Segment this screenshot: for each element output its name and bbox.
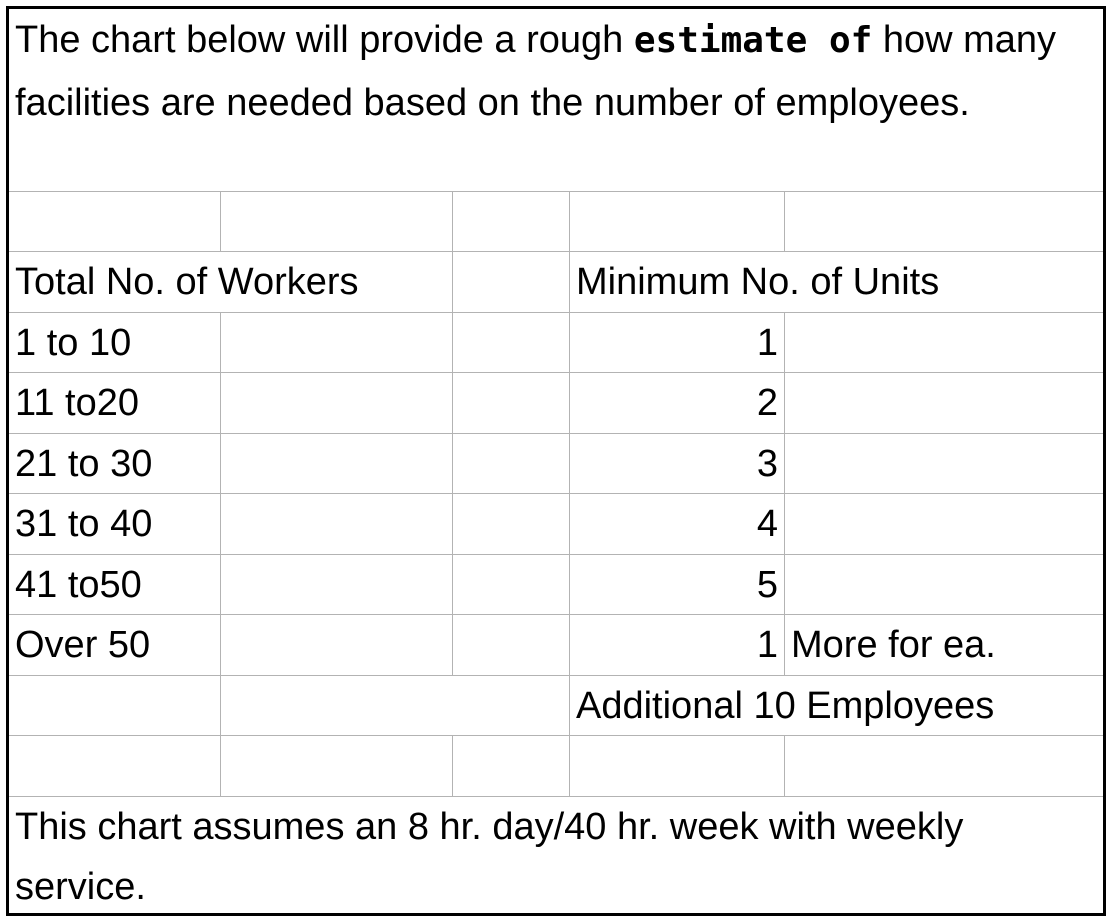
header-workers: Total No. of Workers: [9, 252, 453, 313]
units-value: 2: [570, 373, 785, 434]
workers-range: Over 50: [9, 615, 221, 676]
blank-cell: [453, 252, 570, 313]
blank-cell: [453, 373, 570, 434]
blank-cell: [221, 192, 453, 252]
units-value: 3: [570, 434, 785, 494]
facilities-estimate-sheet: [6, 6, 1106, 916]
blank-cell: [221, 313, 453, 373]
units-note: More for ea.: [785, 615, 1103, 676]
workers-range: 11 to20: [9, 373, 221, 434]
units-note: [785, 494, 1103, 555]
blank-cell: [221, 434, 453, 494]
blank-cell: [221, 555, 453, 615]
blank-cell: [785, 736, 1103, 797]
workers-range: 41 to50: [9, 555, 221, 615]
blank-cell: [453, 615, 570, 676]
blank-cell: [453, 736, 570, 797]
intro-text-after: how many facilities are needed based on the number of employees.: [15, 19, 1057, 124]
intro-emphasis: estimate of: [633, 20, 873, 61]
header-units: Minimum No. of Units: [570, 252, 1103, 313]
intro-text-before: The chart below will provide a rough: [15, 19, 634, 61]
workers-range: 21 to 30: [9, 434, 221, 494]
blank-cell: [570, 736, 785, 797]
intro-paragraph: [9, 9, 1103, 192]
blank-cell: [453, 494, 570, 555]
blank-cell: [453, 434, 570, 494]
workers-range: 1 to 10: [9, 313, 221, 373]
units-value: 1: [570, 313, 785, 373]
blank-cell: [221, 615, 453, 676]
units-value: 4: [570, 494, 785, 555]
blank-cell: [785, 192, 1103, 252]
footer-note: This chart assumes an 8 hr. day/40 hr. week with weekly service.: [15, 806, 964, 908]
units-value: 1: [570, 615, 785, 676]
blank-cell: [221, 373, 453, 434]
units-note: [785, 434, 1103, 494]
units-note: [785, 555, 1103, 615]
additional-employees-note: Additional 10 Employees: [570, 676, 1103, 736]
blank-cell: [9, 676, 221, 736]
blank-cell: [9, 736, 221, 797]
blank-cell: [453, 192, 570, 252]
blank-cell: [453, 313, 570, 373]
blank-cell: [570, 192, 785, 252]
blank-cell: [221, 736, 453, 797]
blank-cell: [453, 555, 570, 615]
units-note: [785, 313, 1103, 373]
blank-cell: [9, 192, 221, 252]
units-value: 5: [570, 555, 785, 615]
workers-range: 31 to 40: [9, 494, 221, 555]
blank-cell: [221, 676, 570, 736]
blank-cell: [221, 494, 453, 555]
units-note: [785, 373, 1103, 434]
